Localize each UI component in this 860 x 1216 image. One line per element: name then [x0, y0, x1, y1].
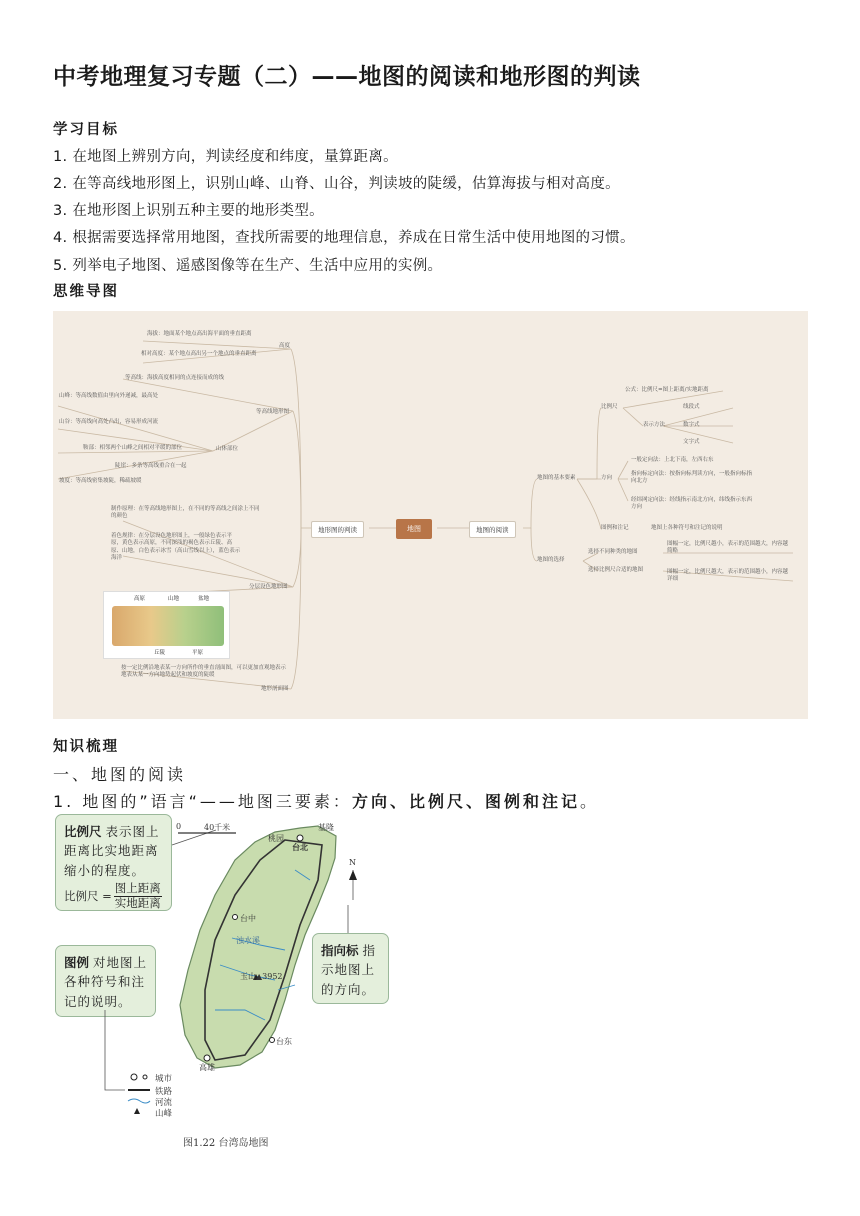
- item-prefix: 1. 地图的”语言“——地图三要素：: [53, 792, 352, 811]
- mind-map-note: 经纬网定向法：经线指示南北方向，纬线指示东西方向: [631, 497, 753, 511]
- mindmap-heading: 思维导图: [53, 284, 119, 300]
- mind-map-note: 等高线：海拔高度相同的点连接而成的线: [125, 375, 225, 381]
- callout-desc: 对地图上各种符号和注记的说明。: [64, 955, 148, 1009]
- mind-map-node: 高度: [279, 343, 291, 349]
- mind-map-node: 地图的基本要素: [537, 475, 576, 481]
- mind-map-note: 海拔：地面某个地点高出海平面的垂直距离: [147, 331, 252, 337]
- legend-symbols: [128, 1074, 150, 1114]
- legend-label: 城市: [155, 1074, 173, 1084]
- mind-map-note: 数字式: [683, 422, 700, 428]
- goal-item: 1. 在地图上辨别方向，判读经度和纬度，量算距离。: [53, 149, 398, 165]
- mind-map-node: 方向: [601, 475, 613, 481]
- city-marker: [270, 1038, 275, 1043]
- mind-map-node: 图例和注记: [601, 525, 629, 531]
- goal-item: 5. 列举电子地图、遥感图像等在生产、生活中应用的实例。: [53, 258, 443, 274]
- city-label: 基隆: [318, 823, 334, 832]
- page-title: 中考地理复习专题（二）——地图的阅读和地形图的判读: [53, 64, 641, 90]
- mind-map-center: 地图: [396, 519, 432, 539]
- legend-label: 山峰: [155, 1109, 173, 1119]
- callout-term: 比例尺: [64, 824, 102, 839]
- mind-map-note: 山谷：等高线向高处凸出，容易形成河流: [59, 419, 159, 425]
- mind-map-branch-right: 地图的阅读: [469, 521, 516, 538]
- city-label: 桃园: [268, 834, 284, 843]
- mini-map-label: 盆地: [198, 596, 210, 602]
- callout-desc: 表示图上距离比实地距离缩小的程度。: [64, 824, 160, 878]
- mind-map-note: 陡崖：多条等高线重合在一起: [115, 463, 187, 469]
- river-label: 浊水溪: [236, 936, 260, 945]
- callout-term: 指向标: [321, 943, 359, 958]
- mind-map-note: 图幅一定，比例尺越大，表示的范围越小，内容越详细: [667, 569, 789, 583]
- mind-map-node: 选择不同种类的地图: [588, 549, 638, 555]
- mind-map-note: 文字式: [683, 439, 700, 445]
- mind-map-note: 山峰：等高线数值由里向外递减，最高处: [59, 393, 159, 399]
- mini-map-label: 高原: [134, 596, 146, 602]
- goals-heading: 学习目标: [53, 122, 119, 138]
- goal-item: 4. 根据需要选择常用地图，查找所需要的地理信息，养成在日常生活中使用地图的习惯。: [53, 230, 635, 246]
- knowledge-heading: 知识梳理: [53, 739, 119, 755]
- section-heading: 一、地图的阅读: [53, 765, 187, 784]
- mind-map-node: 等高线地形图: [256, 409, 290, 415]
- mind-map-note: 指向标定向法：按指向标判读方向，一般指向标指向北方: [631, 471, 753, 485]
- mind-map-note: 图幅一定，比例尺越小，表示的范围越大，内容越简略: [667, 541, 789, 555]
- city-label: 高雄: [199, 1063, 215, 1072]
- figure-caption: 图1.22 台湾岛地图: [183, 1138, 269, 1149]
- mini-map-label: 平原: [192, 650, 204, 656]
- city-label: 台东: [276, 1037, 292, 1046]
- mini-map-label: 丘陵: [154, 650, 166, 656]
- scale-value: 40千米: [204, 823, 231, 832]
- item-key-elements: 方向、比例尺、图例和注记: [351, 792, 580, 811]
- mind-map-node: 选择比例尺合适的地图: [588, 567, 644, 573]
- city-marker: [233, 915, 238, 920]
- mind-map-note: 相对高度：某个地点高出另一个地点的垂直距离: [141, 351, 257, 357]
- goal-item: 3. 在地形图上识别五种主要的地形类型。: [53, 203, 324, 219]
- legend-label: 河流: [155, 1098, 173, 1108]
- mind-map-node: 地图的选择: [537, 557, 565, 563]
- scale-zero: 0: [176, 822, 182, 831]
- mind-map-note: 一般定向法：上北下南，左西右东: [631, 457, 714, 463]
- callout-term: 图例: [64, 955, 90, 970]
- city-marker: [204, 1055, 210, 1061]
- mind-map-node: 分层设色地形图: [249, 584, 288, 590]
- mind-map-node: 比例尺: [601, 404, 618, 410]
- mind-map-note: 着色规律：在分层设色地形图上，一般绿色表示平原，黄色表示高原，不同深浅的褐色表示丘陵、高原、山地，白色表示冰雪（高山雪线以上），蓝色表示海洋: [111, 533, 241, 562]
- mind-map-note: 公式：比例尺=图上距离/实地距离: [625, 387, 709, 393]
- formula-label: 比例尺 =: [64, 888, 112, 903]
- mind-map-branch-left: 地形图的判读: [311, 521, 364, 538]
- mind-map-note: 坡度：等高线密集坡陡，稀疏坡缓: [59, 478, 142, 484]
- city-label: 台北: [292, 842, 308, 852]
- formula-numerator: 图上距离: [114, 881, 161, 896]
- mind-map-note: 制作原理：在等高线地形图上，在不同的等高线之间涂上不同的颜色: [111, 506, 260, 520]
- mini-map-label: 山地: [168, 596, 180, 602]
- city-label: 台中: [240, 914, 256, 923]
- north-label: N: [349, 858, 356, 867]
- mind-map-node: 山体部位: [216, 446, 239, 452]
- formula-denominator: 实地距离: [114, 895, 161, 910]
- goal-item: 2. 在等高线地形图上，识别山峰、山脊、山谷，判读坡的陡缓，估算海拔与相对高度。: [53, 176, 620, 192]
- mind-map-node: 地形剖面图: [261, 686, 289, 692]
- mind-map-note: 线段式: [683, 404, 700, 410]
- city-marker: [297, 835, 303, 841]
- mind-map-note: 鞍部：相邻两个山峰之间相对平缓的部位: [83, 445, 183, 451]
- north-arrow-icon: [349, 870, 357, 880]
- mind-map-note: 地图上各种符号和注记的说明: [651, 525, 723, 531]
- item-suffix: 。: [579, 792, 599, 811]
- peak-label: 玉山▲3952: [240, 972, 283, 981]
- mind-map-node: 表示方法: [643, 422, 666, 428]
- legend-label: 铁路: [155, 1087, 173, 1097]
- callout-desc: 指示地图上的方向。: [321, 943, 377, 997]
- mind-map-note: 按一定比例沿地表某一方向所作的垂直剖面图，可以更加直观地表示地表从某一方向地势起伏和坡度的陡缓: [121, 665, 287, 679]
